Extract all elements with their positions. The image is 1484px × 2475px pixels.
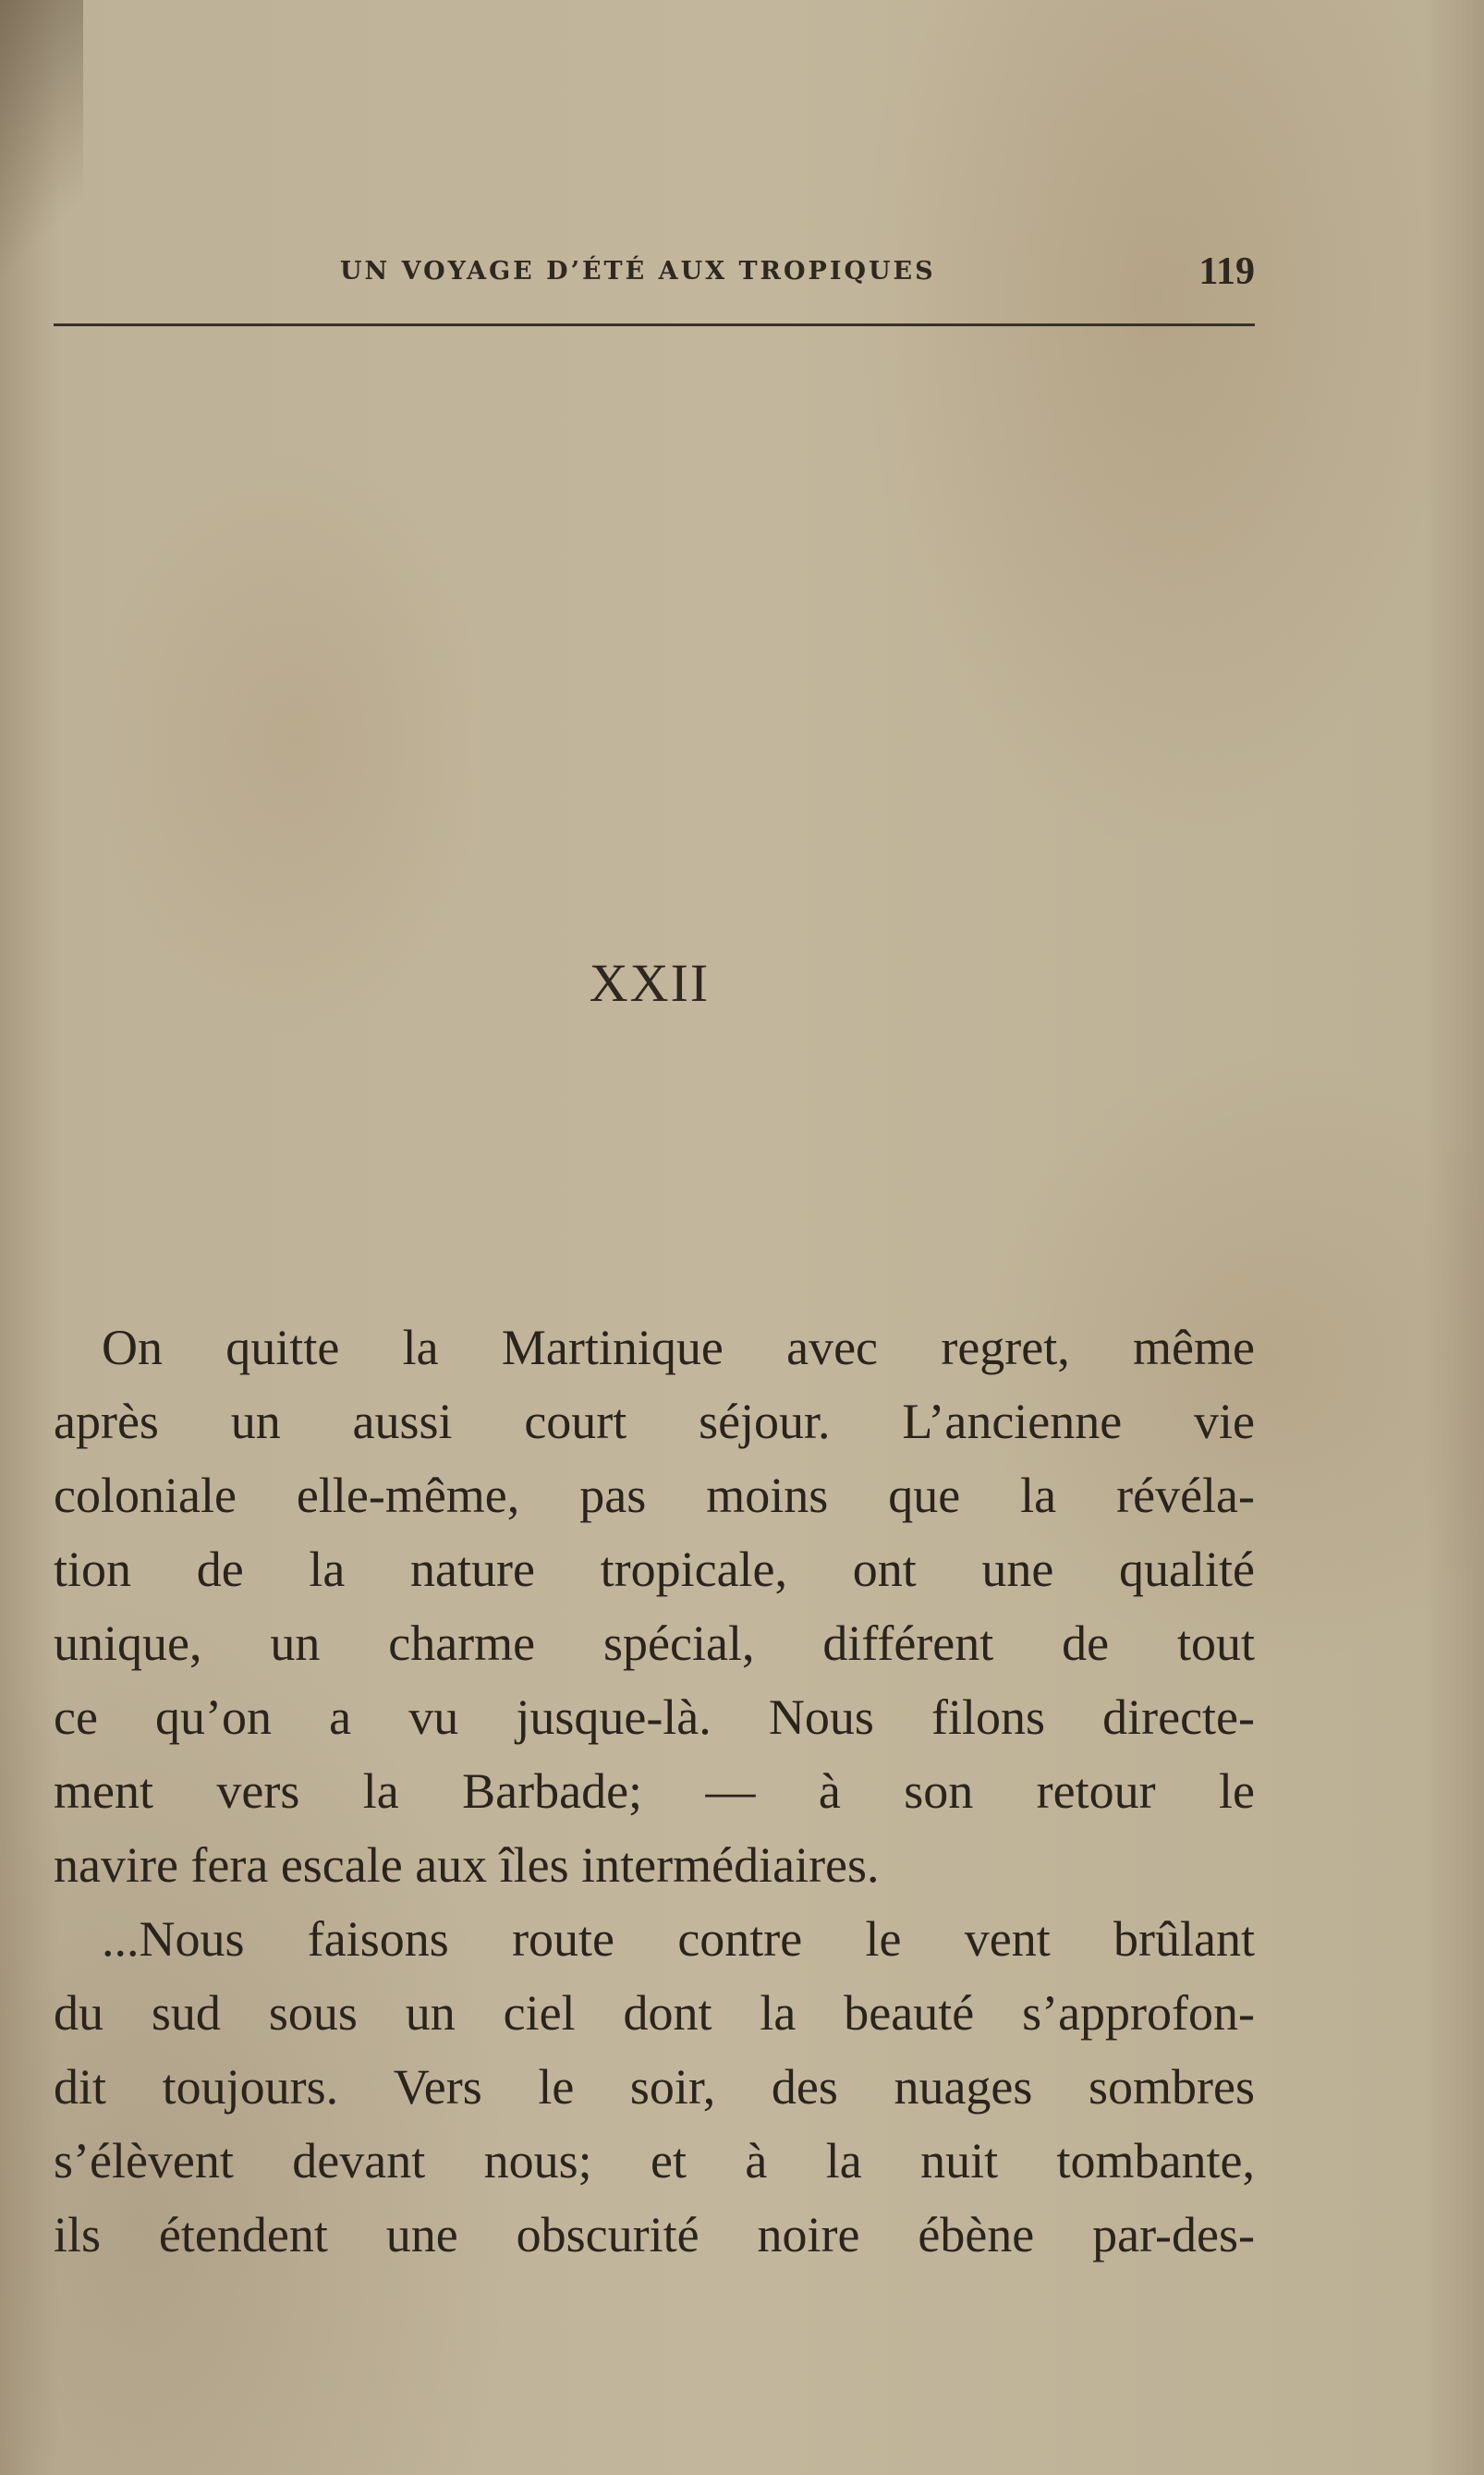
chapter-number: XXII xyxy=(589,953,711,1013)
text-line: ...Nous faisons route contre le vent brûlant xyxy=(102,1911,1255,1967)
text-line: ils étendent une obscurité noire ébène par-des- xyxy=(54,2207,1255,2262)
body-text xyxy=(54,1311,1255,2272)
text-line: ce qu’on a vu jusque-là. Nous filons directe- xyxy=(54,1689,1255,1745)
page-number: 119 xyxy=(1198,250,1255,293)
page-corner-shadow xyxy=(0,0,83,388)
running-title: UN VOYAGE D’ÉTÉ AUX TROPIQUES xyxy=(340,257,936,286)
text-line: coloniale elle-même, pas moins que la révéla- xyxy=(54,1468,1255,1523)
text-line: ment vers la Barbade; — à son retour le xyxy=(54,1763,1255,1819)
text-line: dit toujours. Vers le soir, des nuages sombres xyxy=(54,2059,1255,2115)
text-line: s’élèvent devant nous; et à la nuit tombante, xyxy=(54,2133,1255,2188)
text-line: On quitte la Martinique avec regret, même xyxy=(102,1320,1255,1375)
running-head xyxy=(54,250,1255,296)
text-line: navire fera escale aux îles intermédiaires. xyxy=(54,1837,880,1893)
text-line: unique, un charme spécial, différent de tout xyxy=(54,1615,1255,1671)
text-line: après un aussi court séjour. L’ancienne vie xyxy=(54,1394,1255,1449)
text-line: tion de la nature tropicale, ont une qualité xyxy=(54,1542,1255,1597)
header-rule xyxy=(54,323,1255,326)
text-line: du sud sous un ciel dont la beauté s’approfon- xyxy=(54,1985,1255,2041)
